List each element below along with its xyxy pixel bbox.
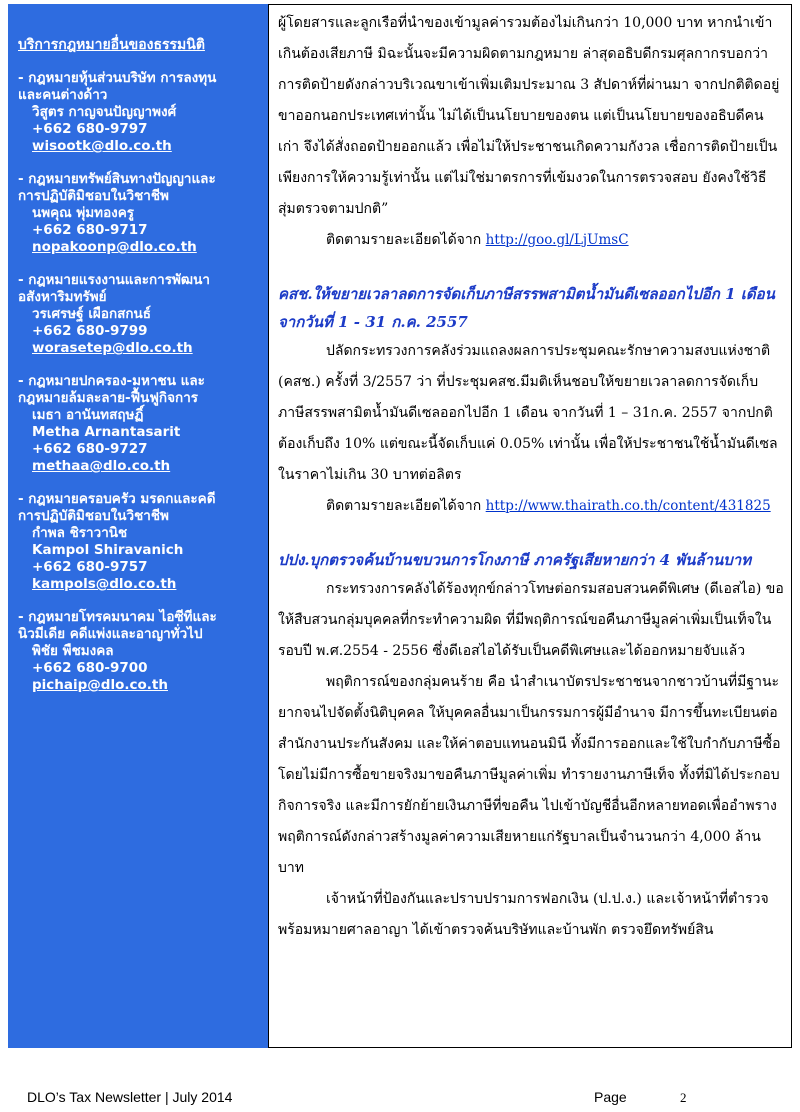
contact-phone: +662 680-9757	[32, 559, 148, 575]
more-info	[278, 225, 784, 256]
contact-email-link[interactable]: methaa@dlo.co.th	[32, 458, 171, 474]
article-diesel-tax	[278, 280, 784, 522]
article-body: ผู้โดยสารและลูกเรือที่นำของเข้ามูลค่ารวมต้องไม่เกินกว่า 10,000 บาท หากนำเข้าเกินต้องเสียภาษี มิฉะนั้นจะมีความผิดตามกฎหมาย ล่าสุดอธิบดีกรมศุลกากรบอกว่า การติดป้ายดังกล่าวบริเวณขาเข้าเพิ่มเติมประมาณ 3 สัปดาห์ที่ผ่านมา จากปกติติดอยู่ขาออกนอกประเทศเท่านั้น ไม่ได้เป็นนโยบายของตน แต่เป็นนโยบายของอธิบดีคนเก่า จึงได้สั่งถอดป้ายออกแล้ว เพื่อไม่ให้ประชาชนเกิดความกังวล เชื่อการติดป้ายเป็นเพียงการให้ความรู้เท่านั้น แต่ไม่ใช่มาตรการที่เข้มงวดในการตรวจสอบ ยังคงใช้วิธีสุ่มตรวจตามปกติ”	[278, 15, 780, 217]
contact-card	[18, 373, 258, 475]
source-link[interactable]: http://www.thairath.co.th/content/431825	[485, 498, 771, 514]
practice-area: - กฎหมายโทรคมนาคม ไอซีทีและ นิวมีเดีย คดีแพ่งและอาญาทั่วไป	[18, 609, 217, 642]
sidebar	[8, 4, 269, 1048]
contact-english-name: Kampol Shiravanich	[32, 542, 184, 558]
contact-card	[18, 491, 258, 593]
contact-email-link[interactable]: pichaip@dlo.co.th	[32, 677, 168, 693]
contact-name: เมธา อานันทสฤษฏิ์	[32, 407, 144, 423]
contact-phone: +662 680-9700	[32, 660, 148, 676]
more-info-label: ติดตามรายละเอียดได้จาก	[326, 498, 482, 514]
contact-name: พิชัย พืชมงคล	[32, 643, 114, 659]
page-number: 2	[680, 1090, 687, 1105]
more-info-label: ติดตามรายละเอียดได้จาก	[326, 232, 482, 248]
practice-area: - กฎหมายหุ้นส่วนบริษัท การลงทุน และคนต่างด้าว	[18, 70, 217, 103]
contact-name: วรเศรษฐ์ เผือกสกนธ์	[32, 306, 152, 322]
contact-name: วิสูตร กาญจนปัญญาพงศ์	[32, 104, 177, 120]
main-content	[278, 8, 784, 1044]
contact-phone: +662 680-9727	[32, 441, 148, 457]
more-info	[278, 491, 784, 522]
article-body: ปลัดกระทรวงการคลังร่วมแถลงผลการประชุมคณะรักษาความสงบแห่งชาติ (คสช.) ครั้งที่ 3/2557 ว่า ที่ประชุมคสช.มีมติเห็นชอบให้ขยายเวลาลดการจัดเก็บภาษีสรรพสามิตน้ำมันดีเซลออกไปอีก 1 เดือน จากวันที่ 1 – 31ก.ค. 2557 จากปกติต้องเก็บถึง 10% แต่ขณะนี้จัดเก็บแค่ 0.05% เท่านั้น เพื่อให้ประชาชนใช้น้ำมันดีเซลในราคาไม่เกิน 30 บาทต่อลิตร	[278, 343, 778, 483]
article-customs	[278, 8, 784, 256]
contact-card	[18, 272, 258, 357]
article-paragraph: กระทรวงการคลังได้ร้องทุกข์กล่าวโทษต่อกรมสอบสวนคดีพิเศษ (ดีเอสไอ) ขอให้สืบสวนกลุ่มบุคคลที่กระทำความผิด ที่มีพฤติการณ์ขอคืนภาษีมูลค่าเพิ่มเป็นเท็จในรอบปี พ.ศ.2554 - 2556 ซึ่งดีเอสไอได้รับเป็นคดีพิเศษและได้ออกหมายจับแล้ว	[278, 581, 784, 659]
practice-area: - กฎหมายทรัพย์สินทางปัญญาและ การปฏิบัติมิชอบในวิชาชีพ	[18, 171, 216, 204]
contact-email-link[interactable]: worasetep@dlo.co.th	[32, 340, 193, 356]
article-paragraph: เจ้าหน้าที่ป้องกันและปราบปรามการฟอกเงิน (ป.ป.ง.) และเจ้าหน้าที่ตำรวจพร้อมหมายศาลอาญา ได้เข้าตรวจค้นบริษัทและบ้านพัก ตรวจยึดทรัพย์สิน	[278, 891, 769, 938]
article-headline: คสช.ให้ขยายเวลาลดการจัดเก็บภาษีสรรพสามิตน้ำมันดีเซลออกไปอีก 1 เดือน จากวันที่ 1 - 31 ก.ค. 2557	[278, 285, 775, 331]
contact-phone: +662 680-9717	[32, 222, 148, 238]
contact-english-name: Metha Arnantasarit	[32, 424, 181, 440]
contact-name: กำพล ชิราวานิช	[32, 525, 128, 541]
sidebar-title: บริการกฎหมายอื่นของธรรมนิติ	[18, 37, 205, 53]
contact-email-link[interactable]: kampols@dlo.co.th	[32, 576, 177, 592]
page-footer	[0, 1089, 800, 1109]
contact-phone: +662 680-9799	[32, 323, 148, 339]
contact-email-link[interactable]: wisootk@dlo.co.th	[32, 138, 172, 154]
practice-area: - กฎหมายครอบครัว มรดกและคดี การปฏิบัติมิชอบในวิชาชีพ	[18, 491, 216, 524]
article-tax-fraud	[278, 546, 784, 946]
practice-area: - กฎหมายปกครอง-มหาชน และ กฎหมายล้มละลาย-ฟื้นฟูกิจการ	[18, 373, 205, 406]
contact-card	[18, 609, 258, 694]
contact-name: นพคุณ พุ่มทองครู	[32, 205, 135, 221]
contact-email-link[interactable]: nopakoonp@dlo.co.th	[32, 239, 197, 255]
contact-card	[18, 171, 258, 256]
source-link[interactable]: http://goo.gl/LjUmsC	[485, 232, 629, 248]
contact-phone: +662 680-9797	[32, 121, 148, 137]
practice-area: - กฎหมายแรงงานและการพัฒนา อสังหาริมทรัพย์	[18, 272, 210, 305]
page-label: Page	[594, 1089, 627, 1105]
article-headline: ปปง.บุกตรวจค้นบ้านขบวนการโกงภาษี ภาครัฐเสียหายกว่า 4 พันล้านบาท	[278, 551, 752, 569]
contact-card	[18, 70, 258, 155]
newsletter-title: DLO’s Tax Newsletter | July 2014	[27, 1089, 233, 1105]
article-paragraph: พฤติการณ์ของกลุ่มคนร้าย คือ นำสำเนาบัตรประชาชนจากชาวบ้านที่มีฐานะยากจนไปจัดตั้งนิติบุคคล ให้บุคคลอื่นมาเป็นกรรมการผู้มีอำนาจ มีการขึ้นทะเบียนต่อสำนักงานประกันสังคม และให้ค่าตอบแทนอนมินี ทั้งมีการออกและใช้ใบกำกับภาษีซื้อโดยไม่มีการซื้อขายจริงมาขอคืนภาษีมูลค่าเพิ่ม ทำรายงานภาษีเท็จ ทั้งที่มิได้ประกอบกิจการจริง และมีการยักย้ายเงินภาษีที่ขอคืน ไปเข้าบัญชีอื่นอีกหลายทอดเพื่ออำพราง พฤติการณ์ดังกล่าวสร้างมูลค่าความเสียหายแก่รัฐบาลเป็นจำนวนกว่า 4,000 ล้านบาท	[278, 674, 781, 876]
